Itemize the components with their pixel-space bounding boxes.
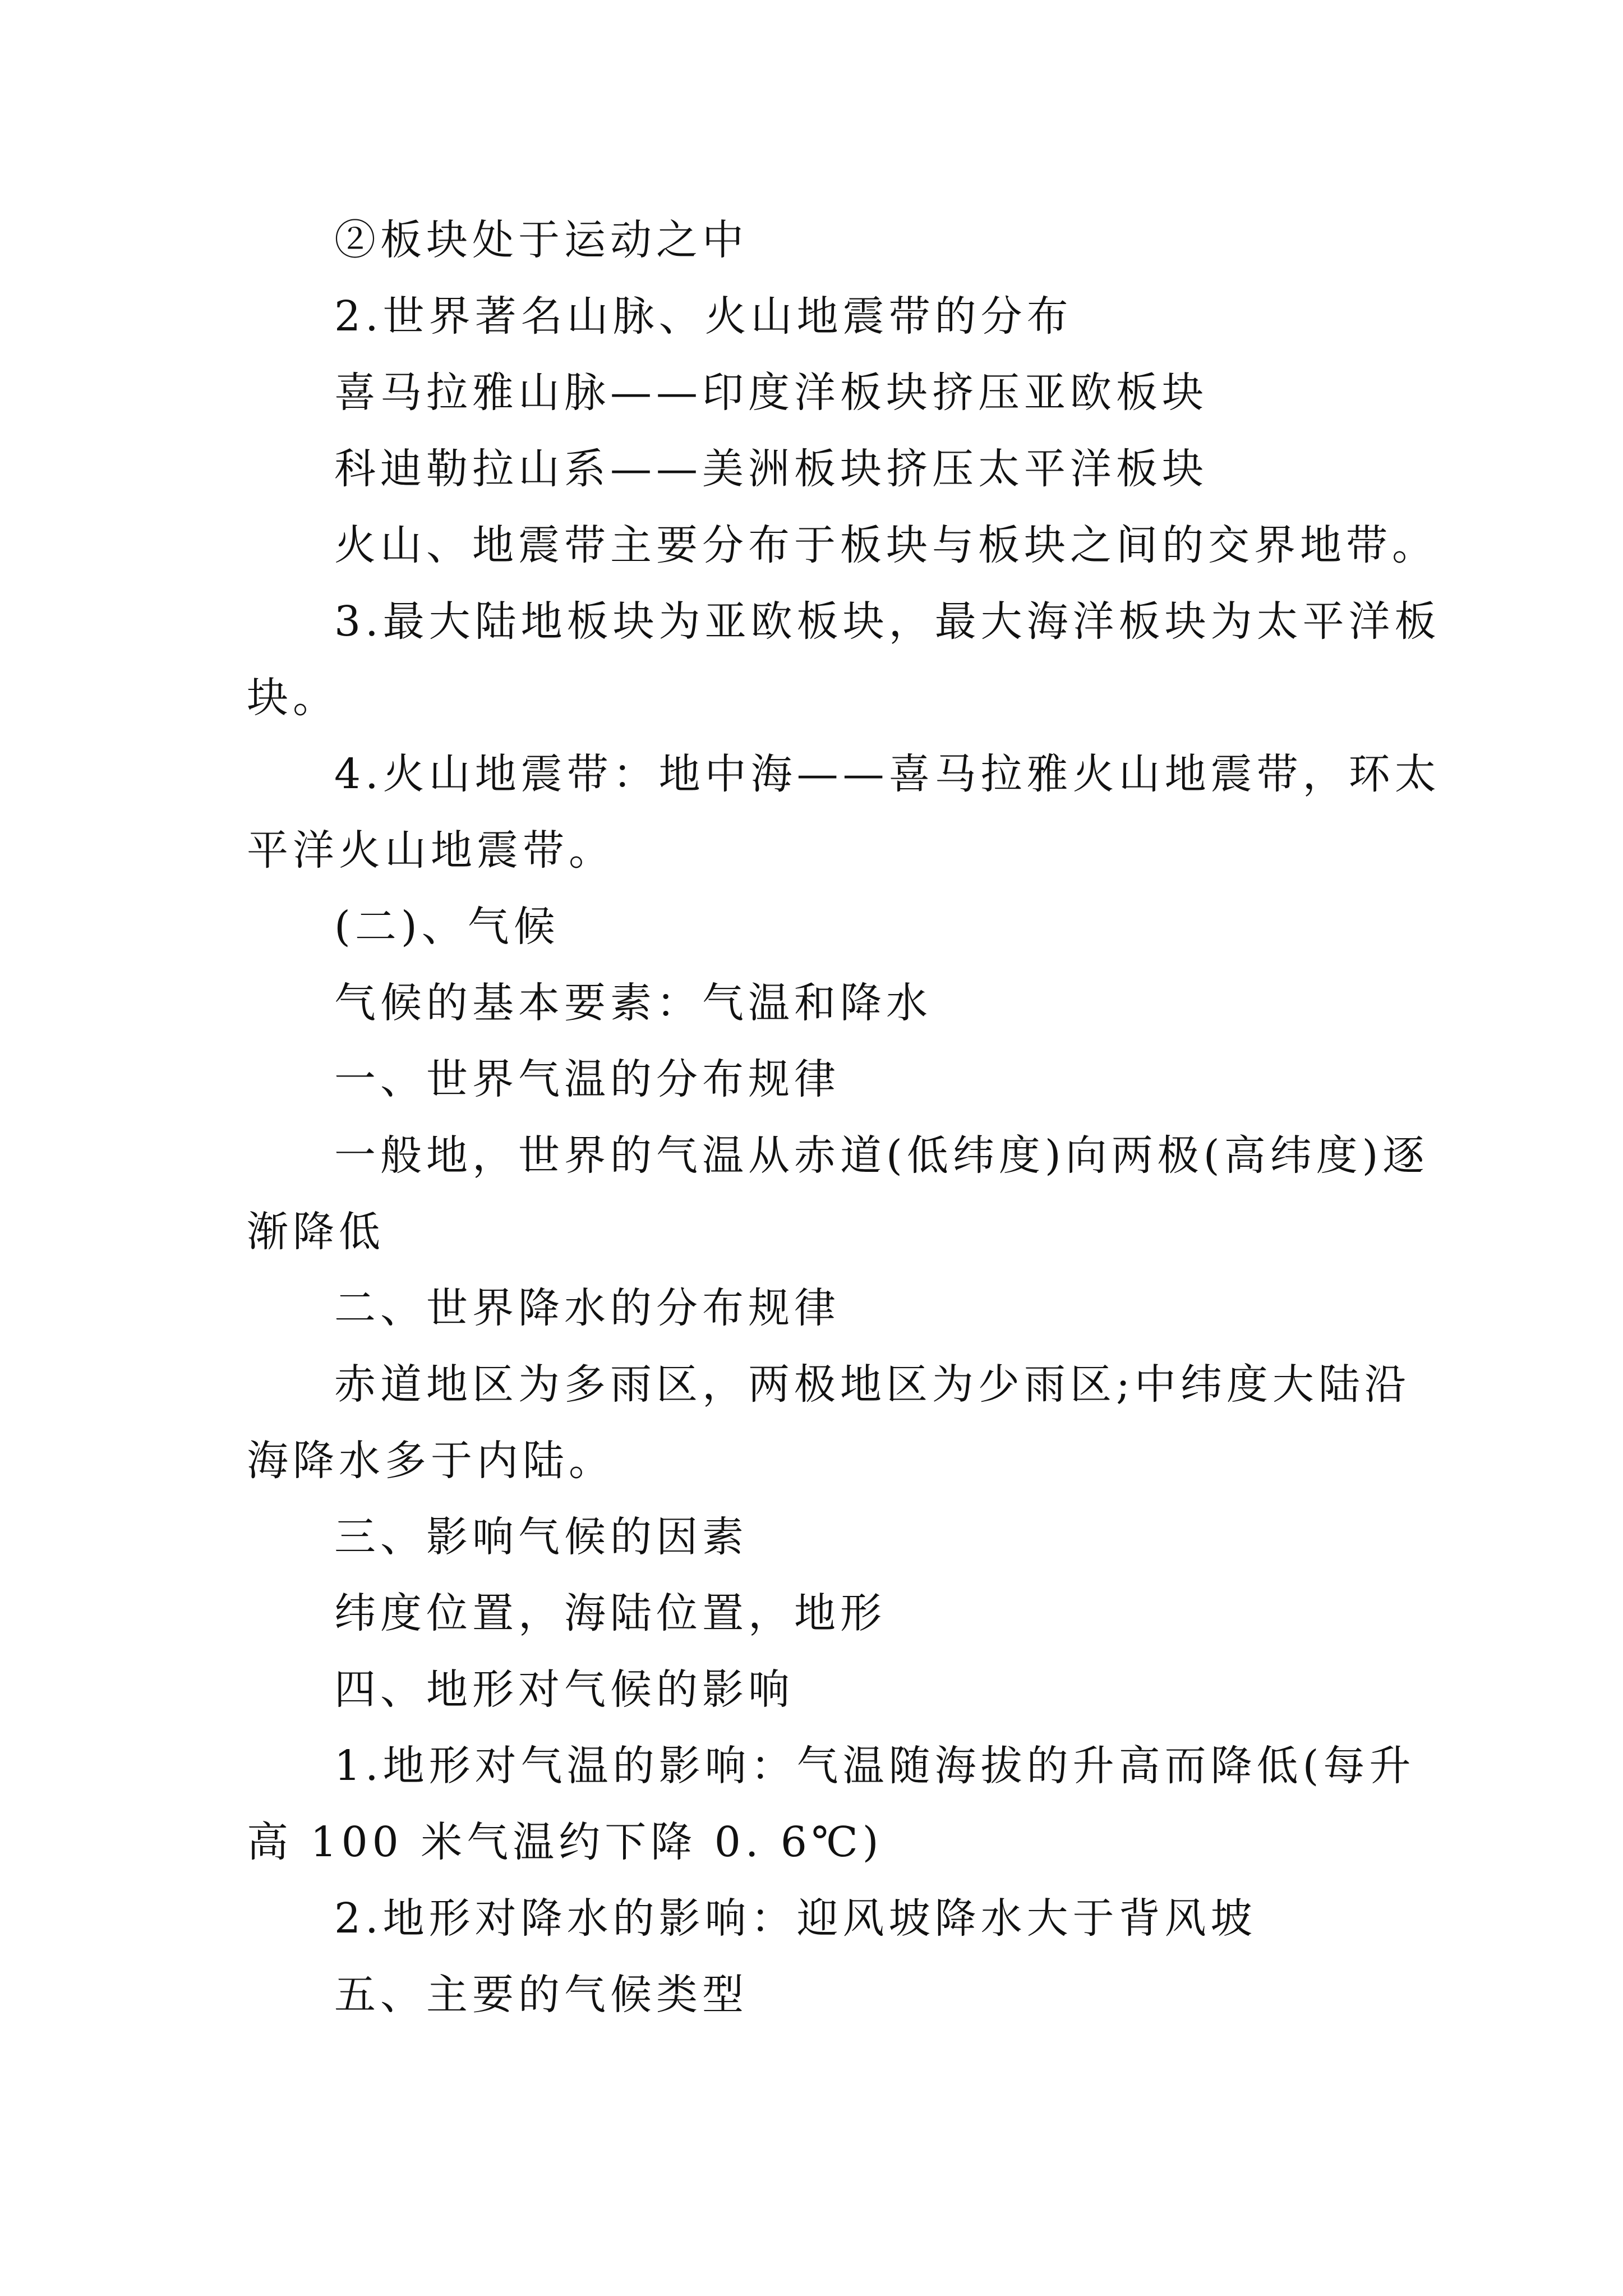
text-line: 块。 [247, 674, 339, 722]
section-heading: 一、世界气温的分布规律 [334, 1055, 840, 1103]
section-heading: 二、世界降水的分布规律 [334, 1284, 840, 1332]
text-line: ②板块处于运动之中 [334, 216, 748, 264]
text-line: 海降水多于内陆。 [247, 1437, 615, 1485]
text-line: 4.火山地震带：地中海——喜马拉雅火山地震带，环太 [334, 750, 1441, 798]
text-line: 渐降低 [247, 1208, 385, 1256]
text-line: 科迪勒拉山系——美洲板块挤压太平洋板块 [334, 445, 1208, 493]
text-line: 2.地形对降水的影响：迎风坡降水大于背风坡 [334, 1894, 1257, 1943]
text-line: 一般地，世界的气温从赤道(低纬度)向两极(高纬度)逐 [334, 1131, 1429, 1180]
section-heading: 五、主要的气候类型 [334, 1971, 748, 2019]
text-line: 3.最大陆地板块为亚欧板块，最大海洋板块为太平洋板 [334, 597, 1441, 646]
text-line: 高 100 米气温约下降 0. 6℃) [247, 1818, 883, 1866]
section-heading: 2.世界著名山脉、火山地震带的分布 [334, 292, 1073, 341]
section-heading: (二)、气候 [334, 903, 560, 951]
section-heading: 三、影响气候的因素 [334, 1513, 748, 1561]
text-line: 火山、地震带主要分布于板块与板块之间的交界地带。 [334, 521, 1438, 569]
text-line: 赤道地区为多雨区，两极地区为少雨区;中纬度大陆沿 [334, 1360, 1410, 1409]
text-line: 气候的基本要素：气温和降水 [334, 979, 932, 1027]
document-body [247, 202, 1441, 2033]
text-line: 1.地形对气温的影响：气温随海拔的升高而降低(每升 [334, 1742, 1415, 1790]
text-line: 纬度位置，海陆位置，地形 [334, 1589, 886, 1637]
text-line: 喜马拉雅山脉——印度洋板块挤压亚欧板块 [334, 369, 1208, 417]
text-line: 平洋火山地震带。 [247, 826, 615, 875]
section-heading: 四、地形对气候的影响 [334, 1665, 794, 1714]
